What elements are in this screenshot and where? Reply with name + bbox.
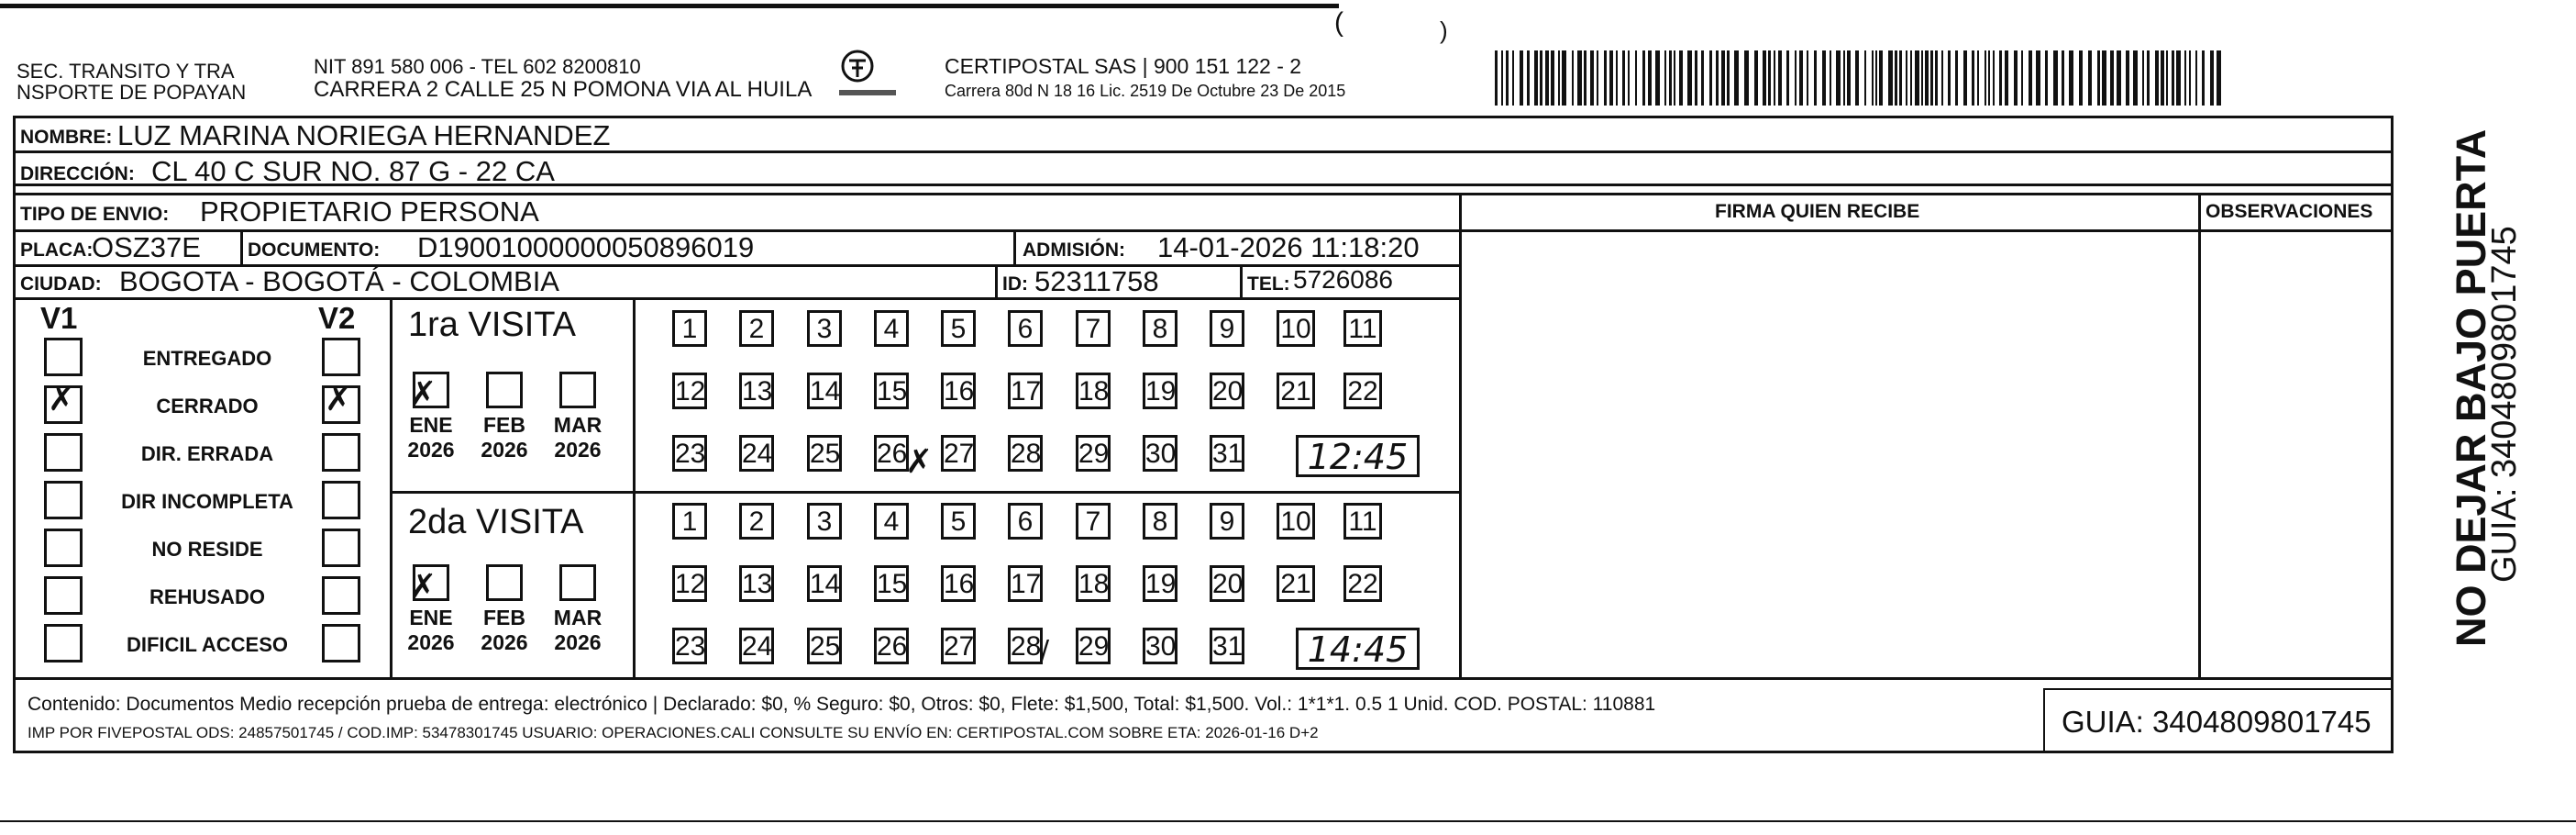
- time-box[interactable]: 14:45: [1296, 628, 1420, 670]
- day-box[interactable]: 7: [1076, 310, 1111, 347]
- direccion-label: DIRECCIÓN:: [20, 163, 135, 184]
- firma-label: FIRMA QUIEN RECIBE: [1715, 201, 1920, 222]
- day-box[interactable]: 21: [1277, 565, 1315, 602]
- year-label: 2026: [554, 438, 602, 462]
- month-checkbox[interactable]: [559, 564, 596, 601]
- company-line-1: CERTIPOSTAL SAS | 900 151 122 - 2: [945, 54, 1302, 78]
- day-box[interactable]: 13: [739, 373, 774, 409]
- v1-checkbox[interactable]: [44, 433, 83, 472]
- day-box[interactable]: 15: [874, 565, 909, 602]
- day-box[interactable]: 1: [672, 503, 707, 540]
- side-guia: GUIA: 3404809801745: [2485, 226, 2524, 583]
- day-box[interactable]: 16: [941, 373, 976, 409]
- month-checkbox[interactable]: [559, 372, 596, 408]
- admision-label: ADMISIÓN:: [1023, 239, 1125, 261]
- nombre-value: LUZ MARINA NORIEGA HERNANDEZ: [117, 119, 611, 151]
- day-box[interactable]: 4: [874, 503, 909, 540]
- footer-line-2: IMP POR FIVEPOSTAL ODS: 24857501745 / COD.IMP: 53478301745 USUARIO: OPERACIONES.CALI CONSULTE SU ENVÍO EN: CERTIPOSTAL.COM SOBRE ETA: 2026-01-16 D+2: [28, 724, 1319, 741]
- nit-line-2: CARRERA 2 CALLE 25 N POMONA VIA AL HUILA: [314, 77, 813, 102]
- day-box[interactable]: 3: [807, 503, 842, 540]
- day-box[interactable]: 18: [1076, 373, 1111, 409]
- day-box[interactable]: 20: [1210, 565, 1244, 602]
- day-box[interactable]: 30: [1143, 435, 1177, 472]
- day-box[interactable]: 22: [1343, 565, 1382, 602]
- day-box[interactable]: 24: [739, 628, 774, 664]
- day-box[interactable]: 8: [1143, 503, 1177, 540]
- v1-label: V1: [40, 301, 78, 335]
- company-line-2: Carrera 80d N 18 16 Lic. 2519 De Octubre 23 De 2015: [945, 82, 1346, 100]
- day-box[interactable]: 18: [1076, 565, 1111, 602]
- status-label: DIR. ERRADA: [140, 442, 274, 465]
- day-box[interactable]: 19: [1143, 565, 1177, 602]
- year-label: 2026: [481, 438, 528, 462]
- tel-value: 5726086: [1293, 265, 1394, 294]
- day-box[interactable]: 24: [739, 435, 774, 472]
- day-box[interactable]: 23: [672, 435, 707, 472]
- direccion-value: CL 40 C SUR NO. 87 G - 22 CA: [151, 155, 555, 187]
- id-value: 52311758: [1034, 265, 1159, 297]
- v1-checkbox[interactable]: [44, 576, 83, 615]
- sender-line-1: SEC. TRANSITO Y TRA: [17, 60, 235, 83]
- day-box[interactable]: 22: [1343, 373, 1382, 409]
- day-box[interactable]: 14: [807, 565, 842, 602]
- status-label: DIFICIL ACCESO: [126, 633, 288, 656]
- day-box[interactable]: 5: [941, 503, 976, 540]
- month-label: MAR: [553, 413, 603, 437]
- status-label: CERRADO: [156, 395, 259, 418]
- status-label: ENTREGADO: [142, 347, 272, 370]
- day-box[interactable]: 15: [874, 373, 909, 409]
- year-label: 2026: [407, 630, 455, 654]
- day-box[interactable]: 5: [941, 310, 976, 347]
- day-box[interactable]: 11: [1343, 310, 1382, 347]
- day-box[interactable]: 30: [1143, 628, 1177, 664]
- day-box[interactable]: 28: [1008, 435, 1043, 472]
- day-box[interactable]: 25: [807, 435, 842, 472]
- admision-value: 14-01-2026 11:18:20: [1157, 231, 1420, 263]
- day-box[interactable]: 31: [1210, 435, 1244, 472]
- day-box[interactable]: 27: [941, 435, 976, 472]
- placa-value: OSZ37E: [92, 231, 201, 263]
- year-label: 2026: [407, 438, 455, 462]
- month-checkbox[interactable]: [486, 564, 523, 601]
- day-box[interactable]: 12: [672, 373, 707, 409]
- day-box[interactable]: 21: [1277, 373, 1315, 409]
- day-box[interactable]: 2: [739, 503, 774, 540]
- documento-value: D19001000000050896019: [417, 231, 755, 263]
- logo-icon: [839, 48, 896, 103]
- tel-label: TEL:: [1247, 273, 1290, 295]
- day-box[interactable]: 11: [1343, 503, 1382, 540]
- day-box[interactable]: 25: [807, 628, 842, 664]
- day-box[interactable]: 4: [874, 310, 909, 347]
- day-box[interactable]: 31: [1210, 628, 1244, 664]
- first-visit-title: 1ra VISITA: [408, 306, 577, 344]
- day-box[interactable]: 20: [1210, 373, 1244, 409]
- first-day-27-check: ✗: [905, 443, 934, 481]
- month-label: ENE: [409, 413, 453, 437]
- status-label: NO RESIDE: [151, 538, 263, 561]
- day-box[interactable]: 17: [1008, 565, 1043, 602]
- day-box[interactable]: 8: [1143, 310, 1177, 347]
- time-box[interactable]: 12:45: [1296, 435, 1420, 477]
- day-box[interactable]: 26: [874, 628, 909, 664]
- day-box[interactable]: 2: [739, 310, 774, 347]
- status-label: DIR INCOMPLETA: [121, 490, 293, 513]
- second-ene-check: ✗: [409, 568, 437, 606]
- day-box[interactable]: 16: [941, 565, 976, 602]
- day-box[interactable]: 3: [807, 310, 842, 347]
- observaciones-label: OBSERVACIONES: [2206, 201, 2373, 222]
- month-checkbox[interactable]: [486, 372, 523, 408]
- day-box[interactable]: 14: [807, 373, 842, 409]
- footer-line-1: Contenido: Documentos Medio recepción prueba de entrega: electrónico | Declarado: $0, % Seguro: $0, Otros: $0, Flete: $1,500, Total: $1,500. Vol.: 1*1*1. 0.5 1 Unid. COD. POSTAL: 110881: [28, 694, 1656, 715]
- second-visit-title: 2da VISITA: [408, 503, 584, 541]
- documento-label: DOCUMENTO:: [248, 239, 381, 261]
- v1-cerrado-check: ✗: [48, 381, 76, 418]
- v1-checkbox[interactable]: [44, 481, 83, 519]
- day-box[interactable]: 28: [1008, 628, 1043, 664]
- day-box[interactable]: 26: [874, 435, 909, 472]
- sender-line-2: NSPORTE DE POPAYAN: [17, 81, 247, 104]
- ciudad-label: CIUDAD:: [20, 273, 102, 295]
- footer-guia: GUIA: 3404809801745: [2062, 705, 2371, 739]
- handwritten-mark: (: [1334, 7, 1343, 38]
- side-warning: NO DEJAR BAJO PUERTA: [2448, 128, 2494, 647]
- tipo-envio-value: PROPIETARIO PERSONA: [200, 195, 539, 228]
- v1-checkbox[interactable]: [44, 624, 83, 662]
- placa-label: PLACA:: [20, 239, 94, 261]
- id-label: ID:: [1002, 273, 1028, 295]
- day-box[interactable]: 9: [1210, 503, 1244, 540]
- month-label: ENE: [409, 606, 453, 629]
- month-label: FEB: [483, 606, 525, 629]
- day-box[interactable]: 6: [1008, 503, 1043, 540]
- nombre-label: NOMBRE:: [20, 127, 113, 148]
- day-box[interactable]: 13: [739, 565, 774, 602]
- handwritten-mark-2: ): [1440, 17, 1448, 44]
- month-label: MAR: [553, 606, 603, 629]
- status-label: REHUSADO: [149, 585, 265, 608]
- first-ene-check: ✗: [409, 375, 437, 413]
- day-box[interactable]: 9: [1210, 310, 1244, 347]
- day-box[interactable]: 7: [1076, 503, 1111, 540]
- day-box[interactable]: 29: [1076, 628, 1111, 664]
- day-box[interactable]: 17: [1008, 373, 1043, 409]
- second-day-28-check: /: [1040, 635, 1050, 667]
- v1-checkbox[interactable]: [44, 529, 83, 567]
- day-box[interactable]: 1: [672, 310, 707, 347]
- day-box[interactable]: 6: [1008, 310, 1043, 347]
- ciudad-value: BOGOTA - BOGOTÁ - COLOMBIA: [119, 265, 559, 297]
- day-box[interactable]: 27: [941, 628, 976, 664]
- day-box[interactable]: 10: [1277, 503, 1315, 540]
- v2-cerrado-check: ✗: [325, 381, 353, 418]
- day-box[interactable]: 19: [1143, 373, 1177, 409]
- month-label: FEB: [483, 413, 525, 437]
- day-box[interactable]: 29: [1076, 435, 1111, 472]
- nit-line-1: NIT 891 580 006 - TEL 602 8200810: [314, 55, 641, 78]
- day-box[interactable]: 12: [672, 565, 707, 602]
- year-label: 2026: [481, 630, 528, 654]
- v2-label: V2: [318, 301, 356, 335]
- tipo-envio-label: TIPO DE ENVIO:: [20, 204, 170, 225]
- day-box[interactable]: 10: [1277, 310, 1315, 347]
- barcode: [1495, 50, 2224, 106]
- v1-checkbox[interactable]: [44, 338, 83, 376]
- day-box[interactable]: 23: [672, 628, 707, 664]
- year-label: 2026: [554, 630, 602, 654]
